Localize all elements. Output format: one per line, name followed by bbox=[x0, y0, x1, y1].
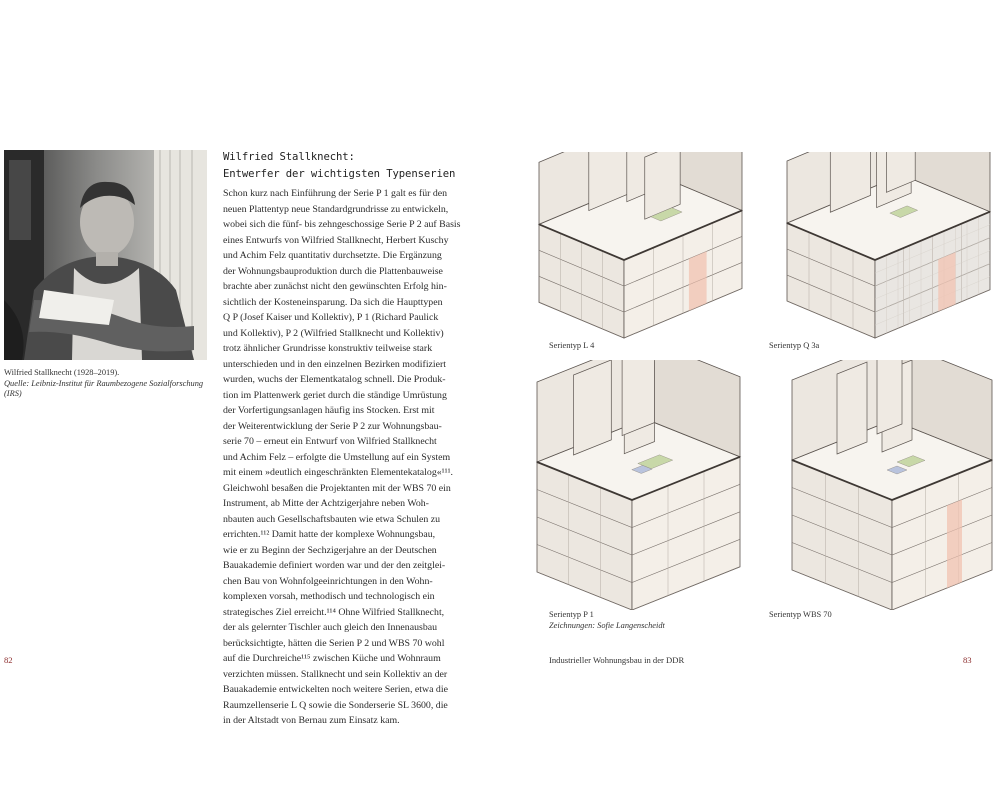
caption-l4-text: Serientyp L 4 bbox=[549, 341, 595, 350]
body-line: der Wohnungsbauproduktion durch die Plattenbauweise bbox=[223, 265, 443, 277]
body-line: Bauakademie definiert worden war und der den zeitglei- bbox=[223, 560, 446, 571]
body-line: Q P (Josef Kaiser und Kollektiv), P 1 (Richard Paulick bbox=[223, 312, 439, 323]
caption-p1-text: Serientyp P 1 bbox=[549, 610, 594, 619]
drawing-caption-wbs70 bbox=[769, 610, 832, 621]
body-line: berücksichtigte, hätten die Serien P 2 und WBS 70 wohl bbox=[223, 637, 445, 649]
body-line: chen Bau von Wohnfolgeeinrichtungen in den Wohn- bbox=[223, 575, 433, 587]
body-line: mit einem »deutlich eingeschränkten Elementekatalog«¹¹¹. bbox=[223, 467, 453, 478]
heading-line-2: Entwerfer der wichtigsten Typenserien bbox=[223, 167, 456, 180]
body-line: verzichten müssen. Stallknecht und sein Kollektiv an der bbox=[223, 668, 448, 680]
body-line: wurden, wuchs der Elementkatalog schnell. Die Produk- bbox=[223, 374, 446, 385]
body-line: wobei sich die fünf- bis zehngeschossige Serie P 2 auf Basis bbox=[223, 219, 461, 230]
body-line: der Weiterentwicklung der Serie P 2 zur Wohnungsbau- bbox=[223, 420, 442, 432]
body-line: nbauten auch Gesellschaftsbauten wie etwa Schulen zu bbox=[223, 513, 441, 525]
drawing-caption-q3a bbox=[769, 341, 819, 352]
body-line: auf die Durchreiche¹¹⁵ zwischen Küche und Wohnraum bbox=[223, 653, 441, 664]
body-line: trotz ähnlicher Grundrisse konstruktiv teilweise stark bbox=[223, 343, 433, 354]
body-line: sichtlich der Kosteneinsparung. Da sich die Haupttypen bbox=[223, 296, 443, 308]
caption-wbs70-text: Serientyp WBS 70 bbox=[769, 610, 832, 619]
section-heading bbox=[223, 149, 473, 182]
building-drawing bbox=[539, 152, 742, 338]
drawing-caption-p1 bbox=[549, 610, 665, 631]
body-line: wie er zu Beginn der Sechzigerjahre an der Deutschen bbox=[223, 544, 437, 556]
body-line: der Vorfertigungsanlagen häufig ins Stocken. Erst mit bbox=[223, 405, 435, 416]
body-line: in der Altstadt von Bernau zum Einsatz kam. bbox=[223, 715, 400, 726]
caption-source: Quelle: Leibniz-Institut für Raumbezogene Sozialforschung (IRS) bbox=[4, 378, 204, 398]
body-text bbox=[223, 186, 461, 729]
drawing-caption-l4 bbox=[549, 341, 594, 352]
photo-caption bbox=[4, 368, 214, 400]
body-line: Gleichwohl besaßen die Projektanten mit der WBS 70 ein bbox=[223, 482, 451, 494]
drawing-l4 bbox=[532, 152, 747, 342]
caption-name: Wilfried Stallknecht (1928–2019). bbox=[4, 368, 120, 377]
building-drawing bbox=[537, 360, 740, 610]
body-line: und Kollektiv), P 2 (Wilfried Stallknecht und Kollektiv) bbox=[223, 327, 444, 339]
body-line: der als gelernter Tischler auch gleich den Innenausbau bbox=[223, 622, 438, 633]
running-title: Industrieller Wohnungsbau in der DDR bbox=[549, 655, 685, 665]
body-line: serie 70 – erneut ein Entwurf von Wilfried Stallknecht bbox=[223, 436, 437, 447]
body-line: unterschieden und in den einzelnen Bezirken modifiziert bbox=[223, 358, 447, 370]
building-drawing bbox=[792, 360, 992, 610]
left-page-number: 82 bbox=[4, 655, 13, 665]
heading-line-1: Wilfried Stallknecht: bbox=[223, 151, 355, 163]
body-line: Bauakademie entwickelten noch weitere Serien, etwa die bbox=[223, 684, 448, 695]
drawing-credit: Zeichnungen: Sofie Langenscheidt bbox=[549, 620, 665, 630]
body-line: und Achim Felz quantitativ durchsetzte. Die Ergänzung bbox=[223, 250, 442, 261]
portrait-photo bbox=[4, 150, 207, 360]
drawing-p1 bbox=[532, 360, 747, 610]
drawing-q3a bbox=[780, 152, 995, 342]
body-line: Instrument, ab Mitte der Achtzigerjahre neben Woh- bbox=[223, 498, 429, 509]
caption-q3a-text: Serientyp Q 3a bbox=[769, 341, 820, 350]
body-line: tion im Plattenwerk geriet durch die ständige Umrüstung bbox=[223, 389, 447, 401]
body-line: Raumzellenserie L Q sowie die Sonderserie SL 3600, die bbox=[223, 699, 448, 711]
body-line: errichten.¹¹² Damit hatte der komplexe Wohnungsbau, bbox=[223, 529, 436, 540]
body-line: eines Entwurfs von Wilfried Stallknecht, Herbert Kuschy bbox=[223, 234, 449, 246]
drawing-wbs70 bbox=[780, 360, 995, 610]
body-line: brachte aber zunächst nicht den gewünschten Erfolg hin- bbox=[223, 281, 447, 292]
body-line: strategisches Ziel erreicht.¹¹⁴ Ohne Wilfried Stallknecht, bbox=[223, 606, 445, 618]
right-page-number: 83 bbox=[963, 655, 972, 665]
body-line: Schon kurz nach Einführung der Serie P 1 galt es für den bbox=[223, 188, 448, 199]
building-drawing bbox=[787, 152, 990, 338]
body-line: komplexen vorsah, methodisch und technologisch ein bbox=[223, 591, 435, 602]
body-line: und Achim Felz – erfolgte die Umstellung auf ein System bbox=[223, 451, 451, 463]
body-line: neuen Plattentyp neue Standardgrundrisse zu entwickeln, bbox=[223, 203, 449, 215]
